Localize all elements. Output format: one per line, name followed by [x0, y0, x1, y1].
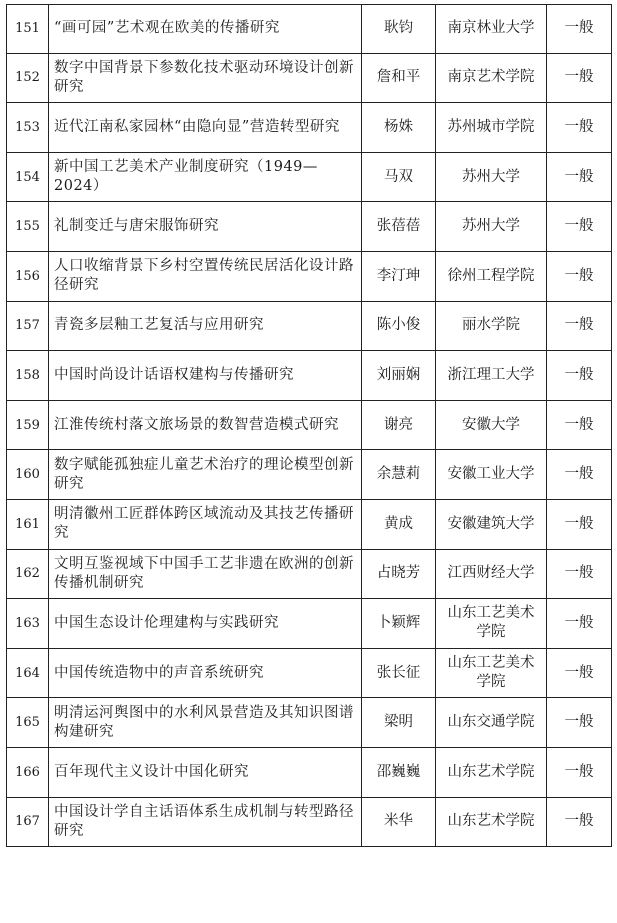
project-title: 数字中国背景下参数化技术驱动环境设计创新研究	[49, 54, 362, 104]
institution-name: 山东工艺美术学院	[436, 599, 547, 649]
researcher-name: 詹和平	[362, 54, 436, 104]
project-number: 152	[6, 54, 49, 104]
project-category: 一般	[547, 252, 612, 302]
researcher-name: 陈小俊	[362, 302, 436, 352]
project-number: 162	[6, 550, 49, 600]
project-number: 151	[6, 4, 49, 54]
project-category: 一般	[547, 153, 612, 203]
project-category: 一般	[547, 748, 612, 798]
project-category: 一般	[547, 500, 612, 550]
institution-name: 苏州大学	[436, 202, 547, 252]
project-number: 154	[6, 153, 49, 203]
project-title: 礼制变迁与唐宋服饰研究	[49, 202, 362, 252]
table-row	[6, 500, 612, 550]
project-title: 中国设计学自主话语体系生成机制与转型路径研究	[49, 798, 362, 848]
table-row	[6, 153, 612, 203]
project-title: 明清徽州工匠群体跨区域流动及其技艺传播研究	[49, 500, 362, 550]
researcher-name: 耿钧	[362, 4, 436, 54]
researcher-name: 占晓芳	[362, 550, 436, 600]
project-title: 文明互鉴视域下中国手工艺非遗在欧洲的创新传播机制研究	[49, 550, 362, 600]
project-number: 156	[6, 252, 49, 302]
table-row	[6, 798, 612, 848]
table-row	[6, 302, 612, 352]
table-row	[6, 351, 612, 401]
project-category: 一般	[547, 649, 612, 699]
researcher-name: 李汀珅	[362, 252, 436, 302]
project-number: 165	[6, 698, 49, 748]
institution-name: 山东艺术学院	[436, 748, 547, 798]
project-number: 163	[6, 599, 49, 649]
project-category: 一般	[547, 401, 612, 451]
researcher-name: 米华	[362, 798, 436, 848]
institution-name: 安徽大学	[436, 401, 547, 451]
project-title: 江淮传统村落文旅场景的数智营造模式研究	[49, 401, 362, 451]
project-title: 明清运河舆图中的水利风景营造及其知识图谱构建研究	[49, 698, 362, 748]
project-category: 一般	[547, 698, 612, 748]
project-title: 百年现代主义设计中国化研究	[49, 748, 362, 798]
table-row	[6, 698, 612, 748]
project-number: 161	[6, 500, 49, 550]
project-category: 一般	[547, 103, 612, 153]
project-title: 近代江南私家园林“由隐向显”营造转型研究	[49, 103, 362, 153]
table-row	[6, 450, 612, 500]
researcher-name: 张长征	[362, 649, 436, 699]
institution-name: 丽水学院	[436, 302, 547, 352]
project-title: 人口收缩背景下乡村空置传统民居活化设计路径研究	[49, 252, 362, 302]
table-row	[6, 252, 612, 302]
table-row	[6, 202, 612, 252]
institution-name: 山东艺术学院	[436, 798, 547, 848]
table-row	[6, 4, 612, 54]
table-row	[6, 748, 612, 798]
researcher-name: 马双	[362, 153, 436, 203]
table-row	[6, 550, 612, 600]
project-table-body	[6, 4, 612, 847]
researcher-name: 余慧莉	[362, 450, 436, 500]
project-number: 164	[6, 649, 49, 699]
project-title: 中国生态设计伦理建构与实践研究	[49, 599, 362, 649]
researcher-name: 谢亮	[362, 401, 436, 451]
project-category: 一般	[547, 4, 612, 54]
institution-name: 徐州工程学院	[436, 252, 547, 302]
project-category: 一般	[547, 599, 612, 649]
project-title: 中国时尚设计话语权建构与传播研究	[49, 351, 362, 401]
institution-name: 浙江理工大学	[436, 351, 547, 401]
project-number: 158	[6, 351, 49, 401]
project-title: 中国传统造物中的声音系统研究	[49, 649, 362, 699]
institution-name: 苏州城市学院	[436, 103, 547, 153]
project-category: 一般	[547, 202, 612, 252]
project-number: 155	[6, 202, 49, 252]
table-row	[6, 54, 612, 104]
table-row	[6, 103, 612, 153]
project-category: 一般	[547, 798, 612, 848]
project-number: 157	[6, 302, 49, 352]
researcher-name: 杨姝	[362, 103, 436, 153]
institution-name: 南京林业大学	[436, 4, 547, 54]
researcher-name: 黄成	[362, 500, 436, 550]
project-title: “画可园”艺术观在欧美的传播研究	[49, 4, 362, 54]
researcher-name: 邵巍巍	[362, 748, 436, 798]
table-row	[6, 649, 612, 699]
project-category: 一般	[547, 302, 612, 352]
project-category: 一般	[547, 351, 612, 401]
researcher-name: 刘丽娴	[362, 351, 436, 401]
institution-name: 安徽工业大学	[436, 450, 547, 500]
table-row	[6, 401, 612, 451]
project-number: 160	[6, 450, 49, 500]
researcher-name: 张蓓蓓	[362, 202, 436, 252]
project-table	[6, 4, 612, 847]
researcher-name: 卜颖辉	[362, 599, 436, 649]
institution-name: 南京艺术学院	[436, 54, 547, 104]
institution-name: 山东工艺美术学院	[436, 649, 547, 699]
project-title: 数字赋能孤独症儿童艺术治疗的理论模型创新研究	[49, 450, 362, 500]
project-number: 167	[6, 798, 49, 848]
project-title: 新中国工艺美术产业制度研究（1949—2024）	[49, 153, 362, 203]
project-category: 一般	[547, 54, 612, 104]
project-category: 一般	[547, 450, 612, 500]
table-row	[6, 599, 612, 649]
project-number: 153	[6, 103, 49, 153]
project-category: 一般	[547, 550, 612, 600]
institution-name: 安徽建筑大学	[436, 500, 547, 550]
project-title: 青瓷多层釉工艺复活与应用研究	[49, 302, 362, 352]
project-number: 159	[6, 401, 49, 451]
researcher-name: 梁明	[362, 698, 436, 748]
institution-name: 江西财经大学	[436, 550, 547, 600]
institution-name: 山东交通学院	[436, 698, 547, 748]
project-number: 166	[6, 748, 49, 798]
institution-name: 苏州大学	[436, 153, 547, 203]
